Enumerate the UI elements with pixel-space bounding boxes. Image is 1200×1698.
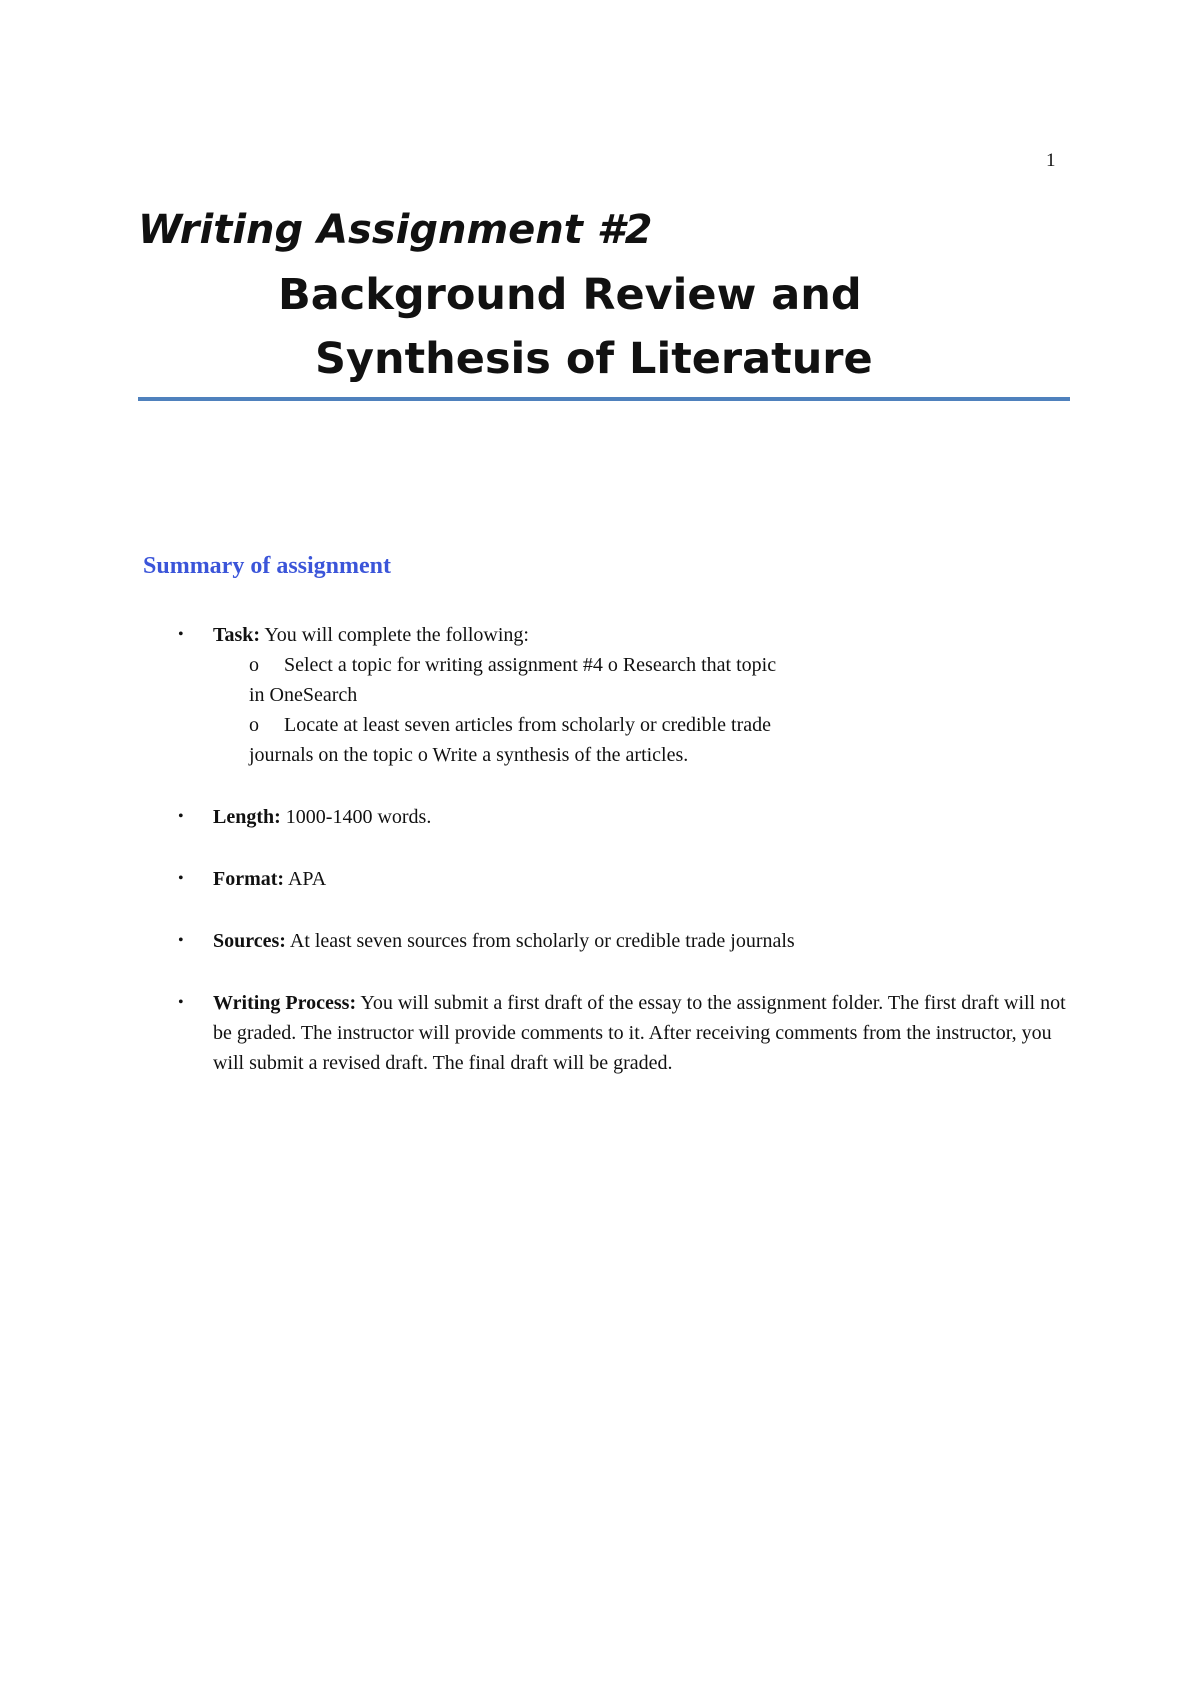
list-item-writing-process bbox=[178, 988, 1068, 1078]
bullet-icon: • bbox=[178, 870, 184, 887]
task-sub-line: journals on the topic o Write a synthesis of the articles. bbox=[249, 744, 689, 766]
length-label: Length: bbox=[213, 806, 281, 828]
task-text: You will complete the following: bbox=[264, 624, 529, 646]
page-number: 1 bbox=[1046, 150, 1056, 171]
writing-process-label: Writing Process: bbox=[213, 992, 357, 1014]
task-sub-line: o Locate at least seven articles from scholarly or credible trade bbox=[249, 714, 771, 736]
summary-list bbox=[178, 620, 1068, 1110]
length-text: 1000-1400 words. bbox=[285, 806, 432, 828]
writing-process-text: You will submit a first draft of the essay to the assignment folder. The first draft will not be graded. The instructor will provide comments to it. After receiving comments from the instructor, you will submit a revised draft. The final draft will be graded. bbox=[213, 992, 1066, 1074]
bullet-icon: • bbox=[178, 808, 184, 825]
subtitle-line-2: Synthesis of Literature bbox=[315, 334, 873, 384]
section-heading-summary: Summary of assignment bbox=[143, 553, 392, 579]
list-item-format bbox=[178, 864, 1068, 894]
bullet-icon: • bbox=[178, 994, 184, 1011]
task-sub-line: o Select a topic for writing assignment #4 o Research that topic bbox=[249, 654, 777, 676]
subtitle-line-1: Background Review and bbox=[278, 270, 862, 320]
task-sub-line: in OneSearch bbox=[249, 684, 358, 706]
title-divider bbox=[138, 397, 1070, 401]
title-block bbox=[138, 205, 1068, 391]
bullet-icon: • bbox=[178, 626, 184, 643]
sources-label: Sources: bbox=[213, 930, 286, 952]
list-item-length bbox=[178, 802, 1068, 832]
bullet-icon: • bbox=[178, 932, 184, 949]
format-text: APA bbox=[287, 868, 327, 890]
task-label: Task: bbox=[213, 624, 261, 646]
document-title: Writing Assignment #2 bbox=[138, 207, 653, 253]
format-label: Format: bbox=[213, 868, 285, 890]
document-subtitle bbox=[138, 263, 1068, 391]
sources-text: At least seven sources from scholarly or credible trade journals bbox=[289, 930, 795, 952]
list-item-task bbox=[178, 620, 1068, 770]
list-item-sources bbox=[178, 926, 1068, 956]
